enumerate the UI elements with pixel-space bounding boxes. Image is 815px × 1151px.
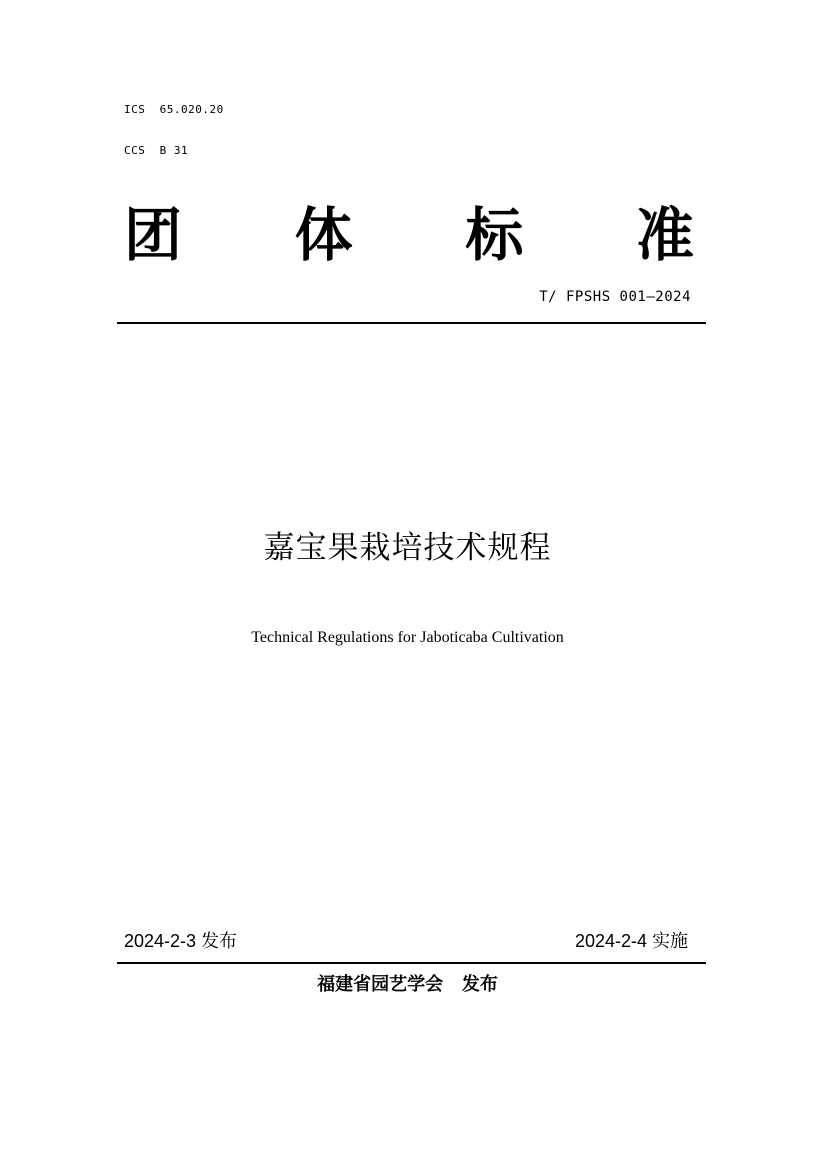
- ics-code: ICS 65.020.20: [124, 103, 224, 116]
- heading-char-3: 标: [465, 201, 524, 269]
- group-standard-heading: [124, 200, 694, 270]
- issuing-organization: 福建省园艺学会 发布: [317, 974, 498, 995]
- heading-char-1: 团: [124, 201, 183, 269]
- top-divider: [117, 322, 706, 324]
- ccs-code: CCS B 31: [124, 144, 189, 157]
- heading-char-4: 准: [635, 201, 694, 269]
- document-title-chinese: 嘉宝果栽培技术规程: [263, 530, 552, 566]
- document-title-english: Technical Regulations for Jaboticaba Cultivation: [251, 629, 564, 646]
- effective-date: 2024-2-4 实施: [574, 931, 688, 951]
- publish-date: 2024-2-3 发布: [124, 931, 238, 951]
- bottom-divider: [117, 962, 706, 964]
- heading-char-2: 体: [294, 201, 353, 269]
- standard-number: T/ FPSHS 001—2024: [539, 289, 691, 305]
